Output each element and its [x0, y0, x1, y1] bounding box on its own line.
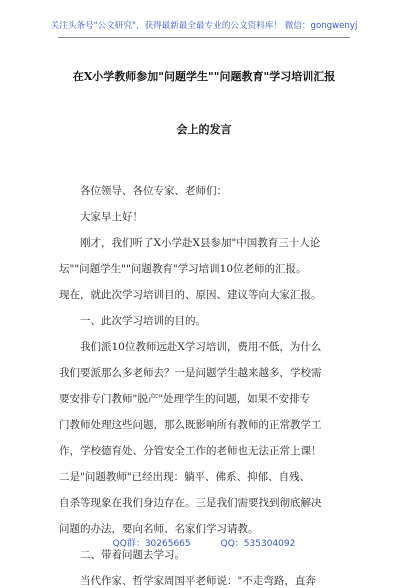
salutation: 各位领导、各位专家、老师们： — [80, 185, 227, 197]
greeting: 大家早上好！ — [80, 211, 143, 223]
section-heading: 二、带着问题去学习。 — [80, 549, 185, 561]
header-note: 关注头条号"公文研究"，获得最新最全最专业的公文资料库！ 微信：gongwenyj — [50, 21, 358, 31]
footer-qq: QQ：535304092 — [220, 539, 296, 549]
body-line: 当代作家、哲学家周国平老师说："不走弯路，直奔 — [80, 575, 316, 587]
section-heading: 一、此次学习培训的目的。 — [80, 315, 206, 327]
body-line: 我们派10位教师远赴X学习培训，费用不低，为什么 — [80, 341, 322, 353]
body-line: 作，学校德育处、分管安全工作的老师也无法正常上课！ — [59, 445, 322, 457]
body-line: 刚才，我们听了X小学赴X县参加"中国教育三十人论 — [80, 237, 321, 249]
body-line: 坛""问题学生""问题教育"学习培训10位老师的汇报。 — [59, 263, 307, 275]
body-line: 要安排专门教师"脱产"处理学生的问题，如果不安排专 — [59, 393, 311, 405]
document-title-line-2: 会上的发言 — [176, 123, 232, 136]
body-line: 我们要派那么多老师去？一是问题学生越来越多，学校需 — [59, 367, 322, 379]
footer-qq-group: QQ群：30265665 — [112, 539, 191, 549]
body-line: 门教师处理这些问题，那么既影响所有教师的正常教学工 — [59, 419, 322, 431]
body-line: 现在，就此次学习培训目的、原因、建议等向大家汇报。 — [59, 289, 322, 301]
document-title-line-1: 在X小学教师参加"问题学生""问题教育"学习培训汇报 — [72, 70, 336, 83]
body-line: 问题的办法，要向名师、名家们学习请教。 — [59, 523, 259, 535]
footer-contact — [0, 536, 408, 549]
header-divider — [58, 37, 350, 38]
body-line: 自杀等现象在我们身边存在。三是我们需要找到彻底解决 — [59, 497, 322, 509]
body-line: 二是"问题教师"已经出现：躺平、佛系、抑郁、自残、 — [59, 471, 311, 483]
